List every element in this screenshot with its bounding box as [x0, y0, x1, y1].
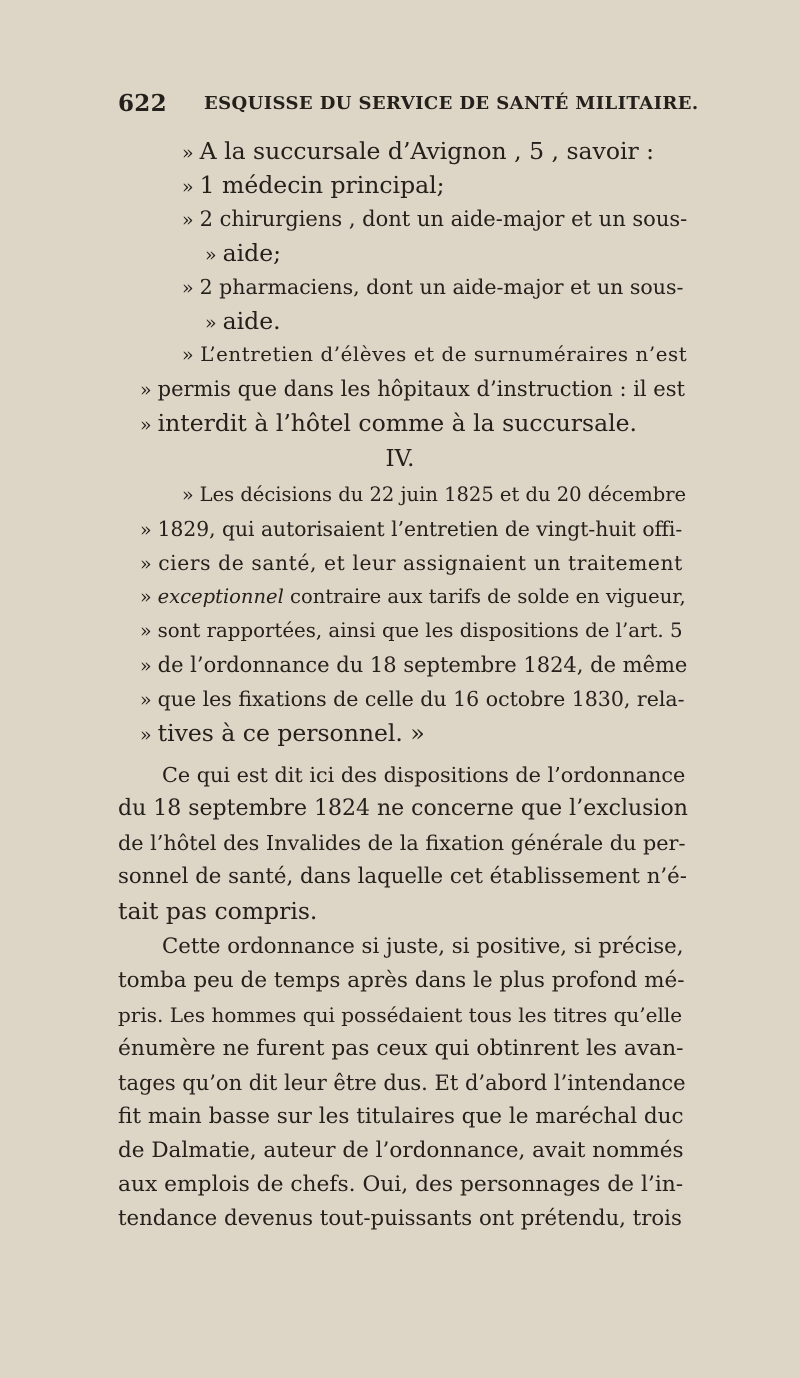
text-line: sonnel de santé, dans laquelle cet établissement n’é- — [118, 864, 687, 889]
text-line: » aide; — [205, 239, 282, 267]
text-line: tendance devenus tout-puissants ont prétendu, trois — [118, 1206, 682, 1231]
text-line: » interdit à l’hôtel comme à la succursale. — [140, 409, 637, 437]
text-line: » que les fixations de celle du 16 octobre 1830, rela- — [140, 687, 685, 711]
text-line: énumère ne furent pas ceux qui obtinrent les avan- — [118, 1036, 684, 1061]
text-line: » tives à ce personnel. » — [140, 719, 425, 747]
text-line: de l’hôtel des Invalides de la fixation générale du per- — [118, 831, 686, 855]
text-line: » Les décisions du 22 juin 1825 et du 20 décembre — [182, 483, 687, 506]
section-heading: IV. — [385, 446, 415, 472]
text-line: tait pas compris. — [118, 897, 318, 925]
text-line: fit main basse sur les titulaires que le maréchal duc — [118, 1104, 684, 1129]
text-line: » permis que dans les hôpitaux d’instruction : il est — [140, 377, 685, 401]
text-line: » aide. — [205, 307, 281, 335]
text-line: » 1 médecin principal; — [182, 171, 445, 199]
text-line: » de l’ordonnance du 18 septembre 1824, de même — [140, 653, 688, 677]
page-number: 622 — [118, 90, 167, 117]
text-line: tages qu’on dit leur être dus. Et d’abord l’intendance — [118, 1071, 686, 1095]
text-line: aux emplois de chefs. Oui, des personnages de l’in- — [118, 1172, 684, 1197]
text-line: » exceptionnel contraire aux tarifs de solde en vigueur, — [140, 585, 686, 608]
text-line: de Dalmatie, auteur de l’ordonnance, avait nommés — [118, 1138, 684, 1163]
text-line: » ciers de santé, et leur assignaient un traitement — [140, 551, 683, 575]
text-line: tomba peu de temps après dans le plus profond mé- — [118, 968, 685, 993]
text-line: » A la succursale d’Avignon , 5 , savoir : — [182, 137, 655, 165]
text-line: du 18 septembre 1824 ne concerne que l’exclusion — [118, 796, 688, 821]
text-line: » L’entretien d’élèves et de surnuméraires n’est — [182, 343, 688, 366]
running-header — [118, 90, 699, 124]
text-line: » 2 pharmaciens, dont un aide-major et un sous- — [182, 275, 684, 299]
text-line: » sont rapportées, ainsi que les dispositions de l’art. 5 — [140, 619, 683, 642]
text-line: pris. Les hommes qui possédaient tous les titres qu’elle — [118, 1003, 683, 1027]
running-title: ESQUISSE DU SERVICE DE SANTÉ MILITAIRE. — [204, 93, 699, 114]
text-line: » 1829, qui autorisaient l’entretien de vingt-huit offi- — [140, 517, 683, 541]
text-line: Cette ordonnance si juste, si positive, si précise, — [162, 934, 684, 959]
text-line: » 2 chirurgiens , dont un aide-major et un sous- — [182, 207, 688, 231]
text-line: Ce qui est dit ici des dispositions de l’ordonnance — [162, 763, 686, 787]
